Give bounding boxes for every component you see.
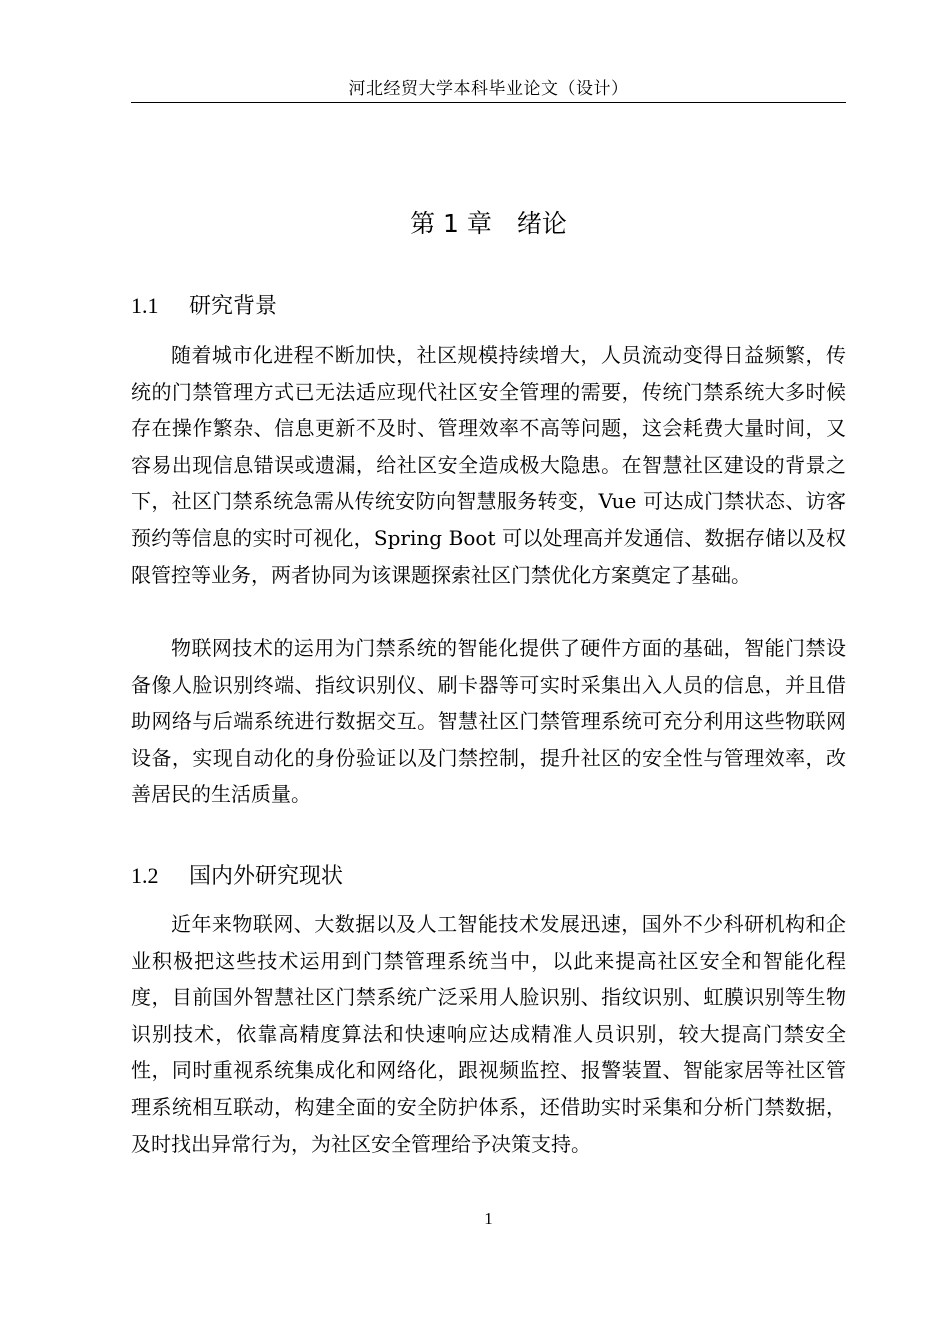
chapter-title: 第 1 章 绪论 (410, 209, 567, 238)
section-title: 国内外研究现状 (189, 864, 344, 889)
header-divider (131, 102, 846, 103)
body-paragraph: 物联网技术的运用为门禁系统的智能化提供了硬件方面的基础，智能门禁设备像人脸识别终端、指纹识别仪、刷卡器等可实时采集出入人员的信息，并且借助网络与后端系统进行数据交互。智慧社区门禁管理系统可充分利用这些物联网设备，实现自动化的身份验证以及门禁控制，提升社区的安全性与管理效率，改善居民的生活质量。 (131, 636, 846, 807)
section-number: 1.2 (131, 863, 159, 888)
section-heading-1-1 (131, 288, 846, 325)
section-heading-1-2 (131, 858, 846, 895)
section-number: 1.1 (131, 293, 159, 318)
section-title: 研究背景 (189, 294, 278, 319)
page-header-title: 河北经贸大学本科毕业论文（设计） (348, 79, 629, 99)
page-number: 1 (484, 1209, 493, 1228)
body-paragraph: 随着城市化进程不断加快，社区规模持续增大，人员流动变得日益频繁，传统的门禁管理方式已无法适应现代社区安全管理的需要，传统门禁系统大多时候存在操作繁杂、信息更新不及时、管理效率不高等问题，这会耗费大量时间，又容易出现信息错误或遗漏，给社区安全造成极大隐患。在智慧社区建设的背景之下，社区门禁系统急需从传统安防向智慧服务转变，Vue 可达成门禁状态、访客预约等信息的实时可视化，Spring Boot 可以处理高并发通信、数据存储以及权限管控等业务，两者协同为该课题探索社区门禁优化方案奠定了基础。 (131, 343, 846, 587)
body-paragraph: 近年来物联网、大数据以及人工智能技术发展迅速，国外不少科研机构和企业积极把这些技术运用到门禁管理系统当中，以此来提高社区安全和智能化程度，目前国外智慧社区门禁系统广泛采用人脸识别、指纹识别、虹膜识别等生物识别技术，依靠高精度算法和快速响应达成精准人员识别，较大提高门禁安全性，同时重视系统集成化和网络化，跟视频监控、报警装置、智能家居等社区管理系统相互联动，构建全面的安全防护体系，还借助实时采集和分析门禁数据，及时找出异常行为，为社区安全管理给予决策支持。 (131, 912, 846, 1156)
